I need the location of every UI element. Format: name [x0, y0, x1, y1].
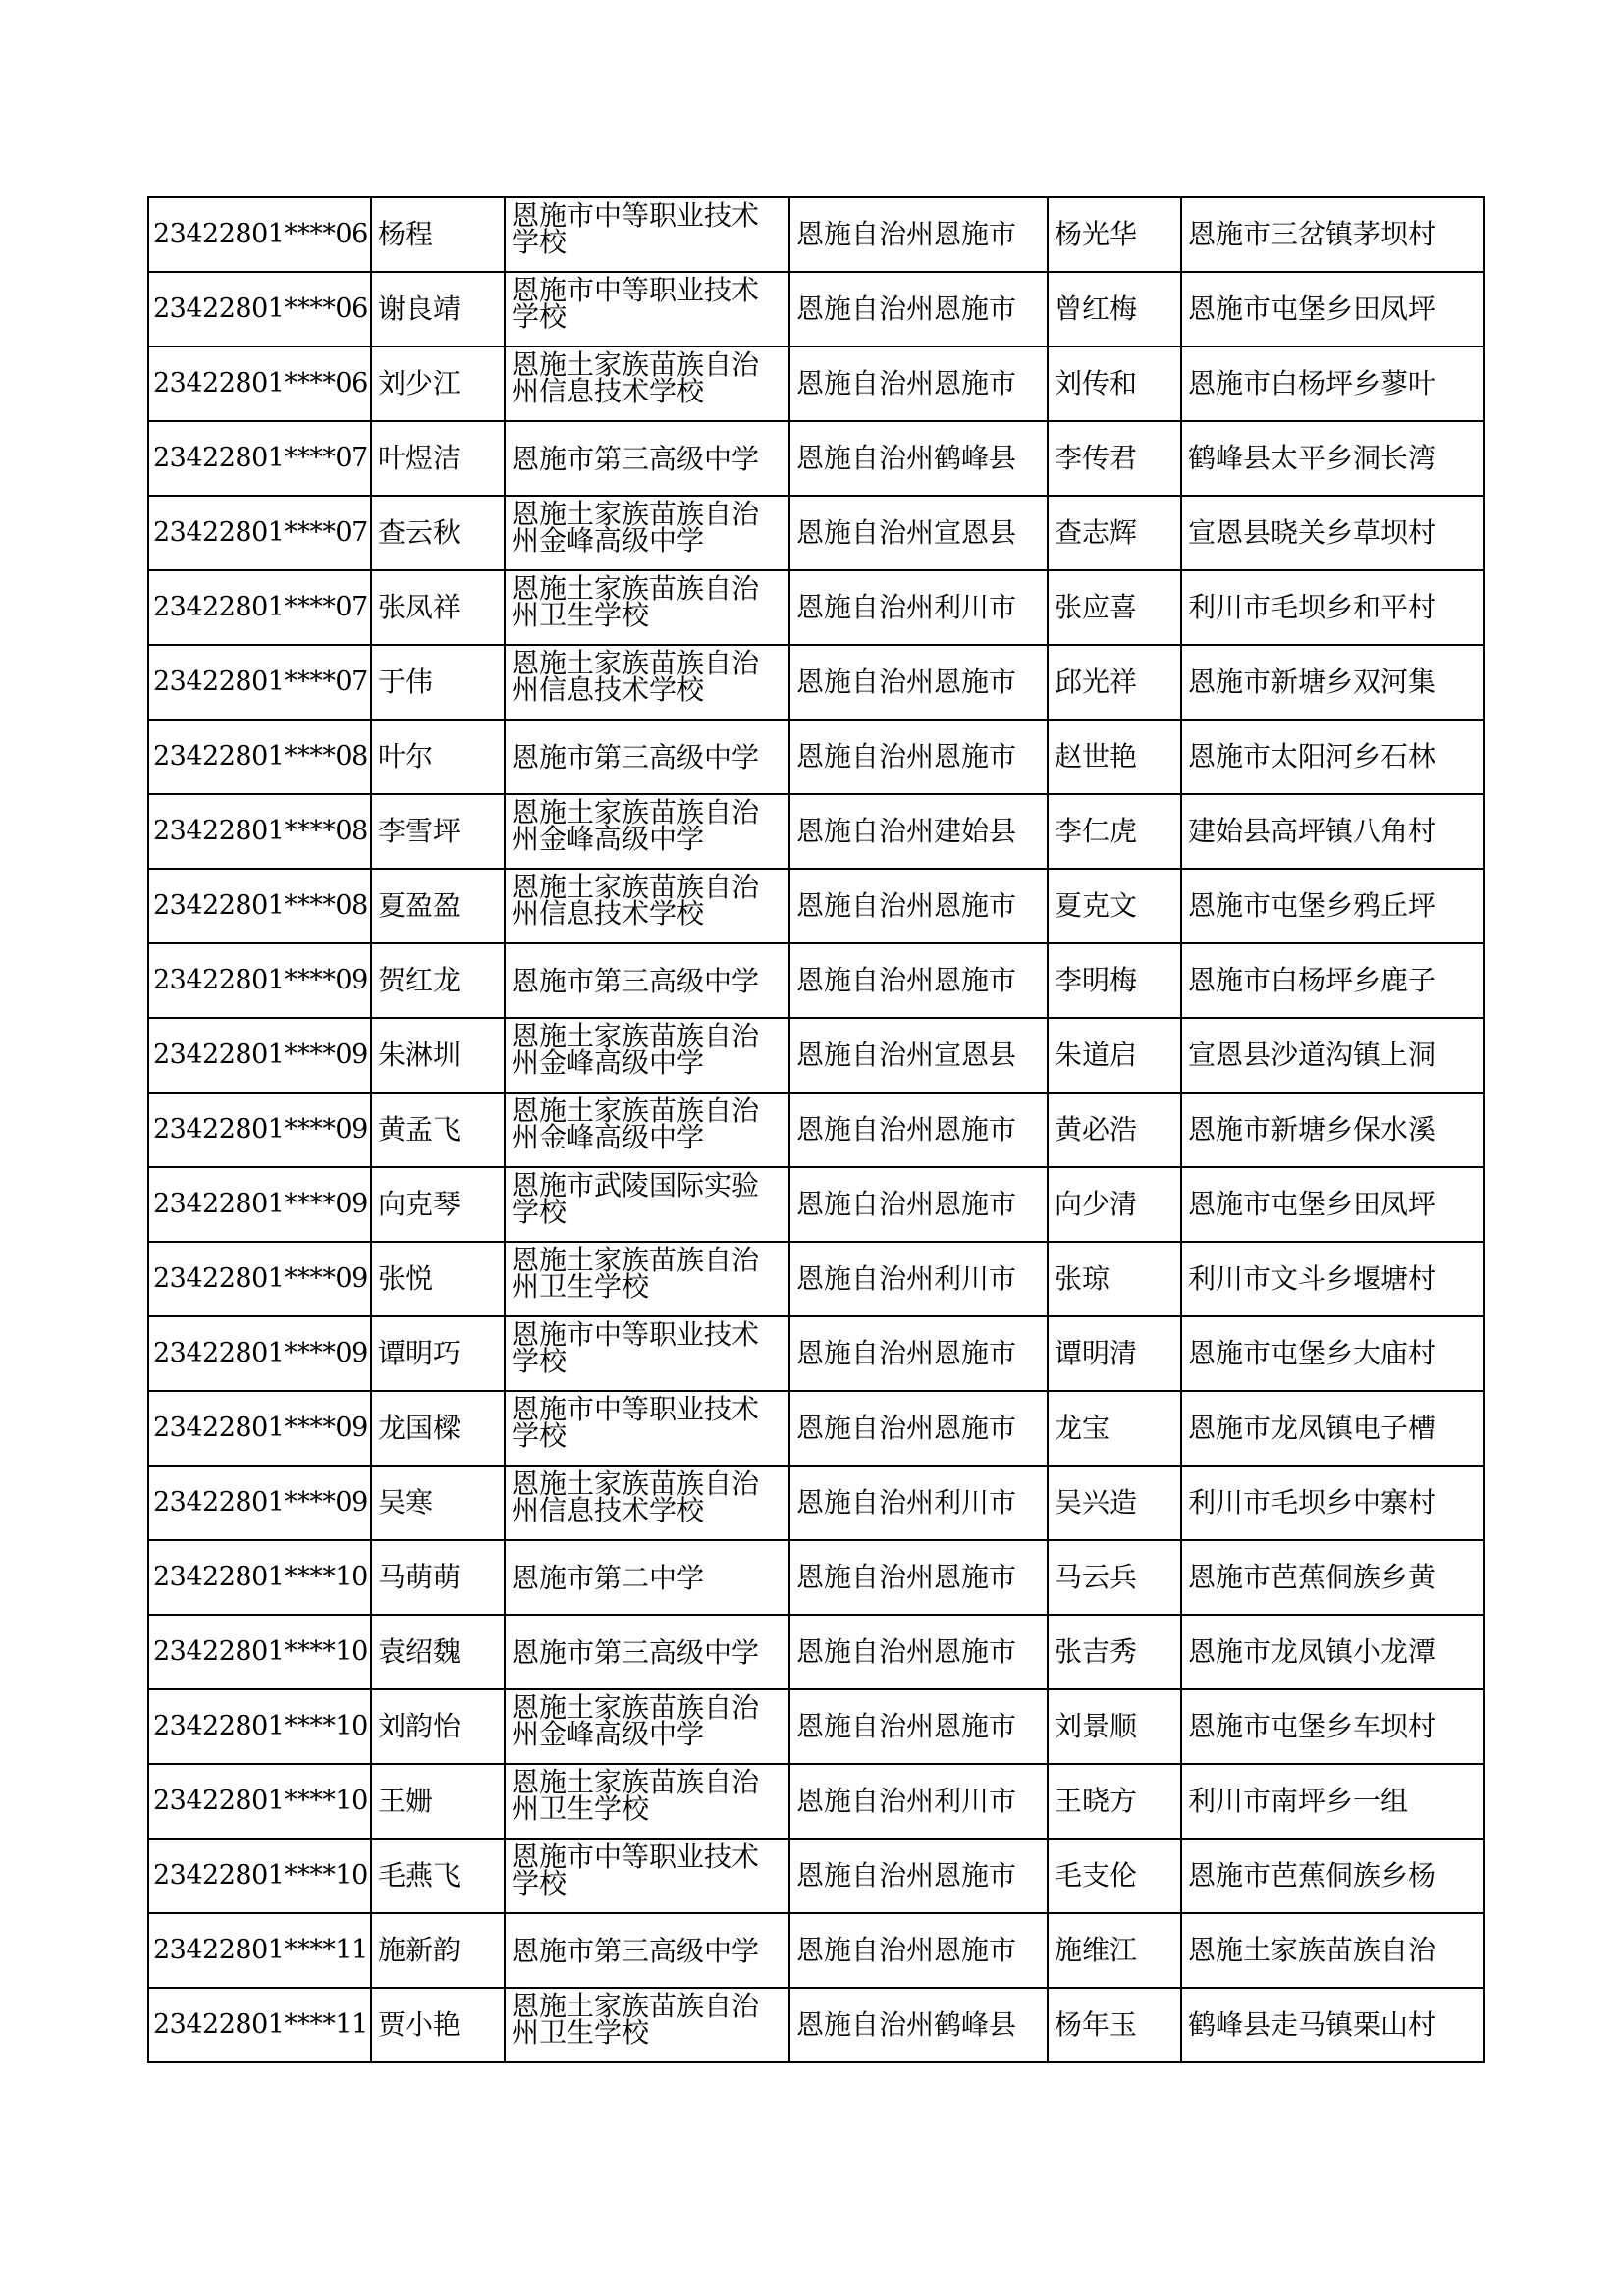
guardian-cell: 吴兴造	[1048, 1466, 1181, 1540]
guardian-cell: 夏克文	[1048, 869, 1181, 943]
address-cell: 恩施市龙凤镇小龙潭	[1181, 1615, 1484, 1689]
student-id-cell: 23422801****09	[148, 1093, 371, 1167]
school-cell: 恩施土家族苗族自治州信息技术学校	[505, 645, 789, 720]
address-cell: 恩施土家族苗族自治	[1181, 1913, 1484, 1988]
guardian-cell: 刘传和	[1048, 347, 1181, 421]
school-cell: 恩施市第三高级中学	[505, 943, 789, 1018]
student-name-cell: 李雪坪	[371, 794, 505, 869]
table-row	[148, 1018, 1484, 1093]
address-cell: 建始县高坪镇八角村	[1181, 794, 1484, 869]
student-id-cell: 23422801****09	[148, 1391, 371, 1466]
region-cell: 恩施自治州恩施市	[789, 1167, 1048, 1242]
address-cell: 恩施市白杨坪乡蓼叶	[1181, 347, 1484, 421]
school-cell: 恩施土家族苗族自治州卫生学校	[505, 1242, 789, 1316]
student-name-cell: 刘韵怡	[371, 1689, 505, 1764]
school-cell: 恩施土家族苗族自治州卫生学校	[505, 1988, 789, 2062]
region-cell: 恩施自治州恩施市	[789, 720, 1048, 794]
table-row	[148, 1764, 1484, 1839]
table-row	[148, 1316, 1484, 1391]
student-table	[147, 196, 1485, 2063]
school-cell: 恩施市中等职业技术学校	[505, 1391, 789, 1466]
guardian-cell: 朱道启	[1048, 1018, 1181, 1093]
guardian-cell: 曾红梅	[1048, 272, 1181, 347]
guardian-cell: 张琼	[1048, 1242, 1181, 1316]
student-name-cell: 叶尔	[371, 720, 505, 794]
school-cell: 恩施土家族苗族自治州金峰高级中学	[505, 794, 789, 869]
school-cell: 恩施土家族苗族自治州信息技术学校	[505, 1466, 789, 1540]
region-cell: 恩施自治州恩施市	[789, 1839, 1048, 1913]
address-cell: 利川市文斗乡堰塘村	[1181, 1242, 1484, 1316]
address-cell: 恩施市屯堡乡大庙村	[1181, 1316, 1484, 1391]
student-id-cell: 23422801****06	[148, 347, 371, 421]
student-name-cell: 袁绍魏	[371, 1615, 505, 1689]
school-cell: 恩施土家族苗族自治州卫生学校	[505, 570, 789, 645]
guardian-cell: 黄必浩	[1048, 1093, 1181, 1167]
table-row	[148, 1167, 1484, 1242]
table-row	[148, 869, 1484, 943]
address-cell: 恩施市龙凤镇电子槽	[1181, 1391, 1484, 1466]
table-row	[148, 347, 1484, 421]
student-id-cell: 23422801****10	[148, 1540, 371, 1615]
student-id-cell: 23422801****09	[148, 943, 371, 1018]
student-id-cell: 23422801****07	[148, 496, 371, 570]
school-cell: 恩施土家族苗族自治州金峰高级中学	[505, 496, 789, 570]
guardian-cell: 刘景顺	[1048, 1689, 1181, 1764]
region-cell: 恩施自治州恩施市	[789, 1391, 1048, 1466]
guardian-cell: 杨年玉	[1048, 1988, 1181, 2062]
school-cell: 恩施市中等职业技术学校	[505, 1316, 789, 1391]
school-cell: 恩施市中等职业技术学校	[505, 272, 789, 347]
student-id-cell: 23422801****10	[148, 1689, 371, 1764]
table-row	[148, 496, 1484, 570]
table-row	[148, 197, 1484, 272]
table-row	[148, 1391, 1484, 1466]
address-cell: 利川市毛坝乡中寨村	[1181, 1466, 1484, 1540]
student-id-cell: 23422801****09	[148, 1167, 371, 1242]
school-cell: 恩施市中等职业技术学校	[505, 1839, 789, 1913]
guardian-cell: 龙宝	[1048, 1391, 1181, 1466]
table-row	[148, 1689, 1484, 1764]
table-row	[148, 1466, 1484, 1540]
guardian-cell: 毛支伦	[1048, 1839, 1181, 1913]
table-row	[148, 1615, 1484, 1689]
address-cell: 鹤峰县太平乡洞长湾	[1181, 421, 1484, 496]
school-cell: 恩施土家族苗族自治州信息技术学校	[505, 869, 789, 943]
student-name-cell: 张凤祥	[371, 570, 505, 645]
student-name-cell: 刘少江	[371, 347, 505, 421]
guardian-cell: 张应喜	[1048, 570, 1181, 645]
school-cell: 恩施市第三高级中学	[505, 1913, 789, 1988]
student-name-cell: 于伟	[371, 645, 505, 720]
student-name-cell: 贾小艳	[371, 1988, 505, 2062]
guardian-cell: 王晓方	[1048, 1764, 1181, 1839]
student-id-cell: 23422801****09	[148, 1018, 371, 1093]
region-cell: 恩施自治州恩施市	[789, 197, 1048, 272]
address-cell: 恩施市三岔镇茅坝村	[1181, 197, 1484, 272]
address-cell: 恩施市芭蕉侗族乡黄	[1181, 1540, 1484, 1615]
student-id-cell: 23422801****06	[148, 197, 371, 272]
region-cell: 恩施自治州鹤峰县	[789, 1988, 1048, 2062]
region-cell: 恩施自治州恩施市	[789, 1913, 1048, 1988]
student-id-cell: 23422801****08	[148, 720, 371, 794]
student-name-cell: 贺红龙	[371, 943, 505, 1018]
address-cell: 恩施市屯堡乡田凤坪	[1181, 272, 1484, 347]
guardian-cell: 杨光华	[1048, 197, 1181, 272]
school-cell: 恩施市第二中学	[505, 1540, 789, 1615]
student-name-cell: 谢良靖	[371, 272, 505, 347]
guardian-cell: 马云兵	[1048, 1540, 1181, 1615]
region-cell: 恩施自治州利川市	[789, 1764, 1048, 1839]
address-cell: 利川市毛坝乡和平村	[1181, 570, 1484, 645]
student-name-cell: 查云秋	[371, 496, 505, 570]
student-name-cell: 毛燕飞	[371, 1839, 505, 1913]
table-body	[148, 197, 1484, 2062]
region-cell: 恩施自治州恩施市	[789, 1689, 1048, 1764]
student-name-cell: 夏盈盈	[371, 869, 505, 943]
table-row	[148, 645, 1484, 720]
guardian-cell: 李传君	[1048, 421, 1181, 496]
student-id-cell: 23422801****08	[148, 869, 371, 943]
table-row	[148, 272, 1484, 347]
address-cell: 恩施市屯堡乡车坝村	[1181, 1689, 1484, 1764]
address-cell: 恩施市白杨坪乡鹿子	[1181, 943, 1484, 1018]
address-cell: 恩施市新塘乡双河集	[1181, 645, 1484, 720]
school-cell: 恩施土家族苗族自治州信息技术学校	[505, 347, 789, 421]
table-row	[148, 421, 1484, 496]
region-cell: 恩施自治州恩施市	[789, 1316, 1048, 1391]
table-row	[148, 1093, 1484, 1167]
student-table-wrapper	[147, 196, 1483, 2063]
school-cell: 恩施土家族苗族自治州金峰高级中学	[505, 1093, 789, 1167]
school-cell: 恩施土家族苗族自治州金峰高级中学	[505, 1689, 789, 1764]
region-cell: 恩施自治州恩施市	[789, 645, 1048, 720]
student-id-cell: 23422801****09	[148, 1316, 371, 1391]
student-id-cell: 23422801****09	[148, 1466, 371, 1540]
student-id-cell: 23422801****07	[148, 421, 371, 496]
region-cell: 恩施自治州恩施市	[789, 347, 1048, 421]
address-cell: 恩施市屯堡乡鸦丘坪	[1181, 869, 1484, 943]
address-cell: 宣恩县沙道沟镇上洞	[1181, 1018, 1484, 1093]
school-cell: 恩施市第三高级中学	[505, 720, 789, 794]
region-cell: 恩施自治州利川市	[789, 1466, 1048, 1540]
guardian-cell: 赵世艳	[1048, 720, 1181, 794]
guardian-cell: 邱光祥	[1048, 645, 1181, 720]
school-cell: 恩施市第三高级中学	[505, 1615, 789, 1689]
region-cell: 恩施自治州恩施市	[789, 1540, 1048, 1615]
guardian-cell: 李明梅	[1048, 943, 1181, 1018]
student-name-cell: 龙国樑	[371, 1391, 505, 1466]
region-cell: 恩施自治州恩施市	[789, 943, 1048, 1018]
student-id-cell: 23422801****10	[148, 1839, 371, 1913]
student-id-cell: 23422801****09	[148, 1242, 371, 1316]
student-name-cell: 张悦	[371, 1242, 505, 1316]
student-id-cell: 23422801****06	[148, 272, 371, 347]
address-cell: 恩施市芭蕉侗族乡杨	[1181, 1839, 1484, 1913]
region-cell: 恩施自治州利川市	[789, 570, 1048, 645]
school-cell: 恩施土家族苗族自治州金峰高级中学	[505, 1018, 789, 1093]
region-cell: 恩施自治州恩施市	[789, 272, 1048, 347]
student-id-cell: 23422801****08	[148, 794, 371, 869]
guardian-cell: 张吉秀	[1048, 1615, 1181, 1689]
table-row	[148, 1913, 1484, 1988]
table-row	[148, 794, 1484, 869]
table-row	[148, 1540, 1484, 1615]
region-cell: 恩施自治州恩施市	[789, 1093, 1048, 1167]
table-row	[148, 943, 1484, 1018]
region-cell: 恩施自治州建始县	[789, 794, 1048, 869]
guardian-cell: 谭明清	[1048, 1316, 1181, 1391]
address-cell: 利川市南坪乡一组	[1181, 1764, 1484, 1839]
student-name-cell: 谭明巧	[371, 1316, 505, 1391]
student-name-cell: 叶煜洁	[371, 421, 505, 496]
student-name-cell: 黄孟飞	[371, 1093, 505, 1167]
student-id-cell: 23422801****11	[148, 1988, 371, 2062]
guardian-cell: 施维江	[1048, 1913, 1181, 1988]
address-cell: 宣恩县晓关乡草坝村	[1181, 496, 1484, 570]
table-row	[148, 1242, 1484, 1316]
table-row	[148, 1988, 1484, 2062]
address-cell: 恩施市新塘乡保水溪	[1181, 1093, 1484, 1167]
student-id-cell: 23422801****10	[148, 1764, 371, 1839]
region-cell: 恩施自治州恩施市	[789, 1615, 1048, 1689]
student-name-cell: 朱淋圳	[371, 1018, 505, 1093]
student-name-cell: 施新韵	[371, 1913, 505, 1988]
student-id-cell: 23422801****07	[148, 570, 371, 645]
address-cell: 恩施市屯堡乡田凤坪	[1181, 1167, 1484, 1242]
student-id-cell: 23422801****07	[148, 645, 371, 720]
school-cell: 恩施市武陵国际实验学校	[505, 1167, 789, 1242]
school-cell: 恩施市中等职业技术学校	[505, 197, 789, 272]
student-name-cell: 吴寒	[371, 1466, 505, 1540]
table-row	[148, 720, 1484, 794]
table-row	[148, 570, 1484, 645]
guardian-cell: 向少清	[1048, 1167, 1181, 1242]
student-name-cell: 向克琴	[371, 1167, 505, 1242]
guardian-cell: 李仁虎	[1048, 794, 1181, 869]
student-name-cell: 马萌萌	[371, 1540, 505, 1615]
table-row	[148, 1839, 1484, 1913]
region-cell: 恩施自治州宣恩县	[789, 496, 1048, 570]
region-cell: 恩施自治州鹤峰县	[789, 421, 1048, 496]
student-name-cell: 杨程	[371, 197, 505, 272]
address-cell: 恩施市太阳河乡石林	[1181, 720, 1484, 794]
region-cell: 恩施自治州利川市	[789, 1242, 1048, 1316]
student-name-cell: 王姗	[371, 1764, 505, 1839]
address-cell: 鹤峰县走马镇栗山村	[1181, 1988, 1484, 2062]
school-cell: 恩施土家族苗族自治州卫生学校	[505, 1764, 789, 1839]
student-id-cell: 23422801****11	[148, 1913, 371, 1988]
guardian-cell: 查志辉	[1048, 496, 1181, 570]
region-cell: 恩施自治州恩施市	[789, 869, 1048, 943]
region-cell: 恩施自治州宣恩县	[789, 1018, 1048, 1093]
student-id-cell: 23422801****10	[148, 1615, 371, 1689]
school-cell: 恩施市第三高级中学	[505, 421, 789, 496]
